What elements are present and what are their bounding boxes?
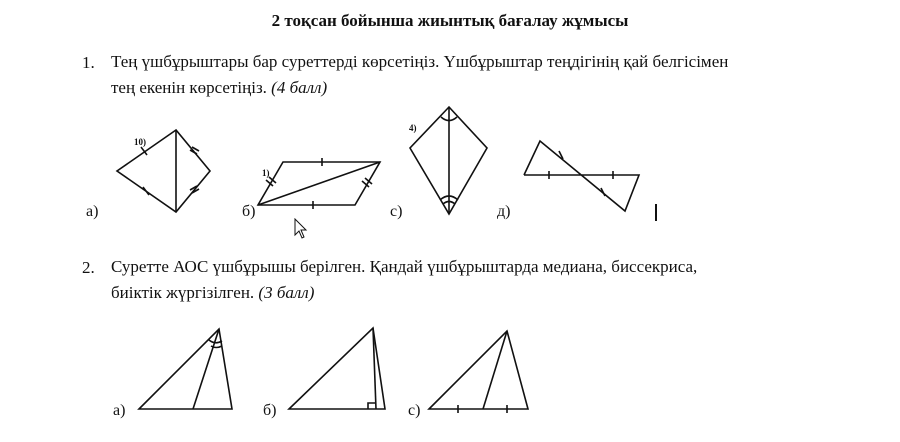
q1-fig-a-label: 10) xyxy=(134,137,146,147)
q2-figure-a xyxy=(139,329,232,409)
question-1-number: 1. xyxy=(82,53,95,72)
question-1-points: (4 балл) xyxy=(271,78,328,97)
mouse-pointer-icon xyxy=(294,218,308,240)
q2-option-c: с) xyxy=(408,402,421,419)
q2-option-a: а) xyxy=(113,402,126,419)
q1-figure-d xyxy=(524,141,639,211)
question-1-line-1: Тең үшбұрыштары бар суреттерді көрсетіңіз. Үшбұрыштар теңдігінің қай белгісімен xyxy=(111,52,729,71)
question-2-line-1: Суретте АОС үшбұрышы берілген. Қандай үшбұрыштарда медиана, биссекриса, xyxy=(111,257,698,276)
q1-option-a: а) xyxy=(86,203,99,220)
q1-figure-a xyxy=(117,130,210,212)
page-title: 2 тоқсан бойынша жиынтық бағалау жұмысы xyxy=(271,11,629,30)
q1-figure-c xyxy=(409,107,487,214)
question-2-points: (3 балл) xyxy=(258,283,315,302)
q1-figure-b xyxy=(258,158,380,209)
q2-option-b: б) xyxy=(263,402,277,419)
question-2-line-2-text: биіктік жүргізілген. xyxy=(111,283,255,302)
q1-option-b: б) xyxy=(242,203,256,220)
q2-figure-c xyxy=(429,331,528,413)
q1-fig-b-label: 1) xyxy=(262,168,270,178)
q1-fig-c-label: 4) xyxy=(409,123,417,133)
q1-option-c: с) xyxy=(390,203,403,220)
q1-option-d: д) xyxy=(497,203,511,220)
text-caret xyxy=(655,204,657,221)
question-2-number: 2. xyxy=(82,258,95,277)
question-1-line-2-text: тең екенін көрсетіңіз. xyxy=(111,78,267,97)
q2-figure-b xyxy=(289,328,385,409)
